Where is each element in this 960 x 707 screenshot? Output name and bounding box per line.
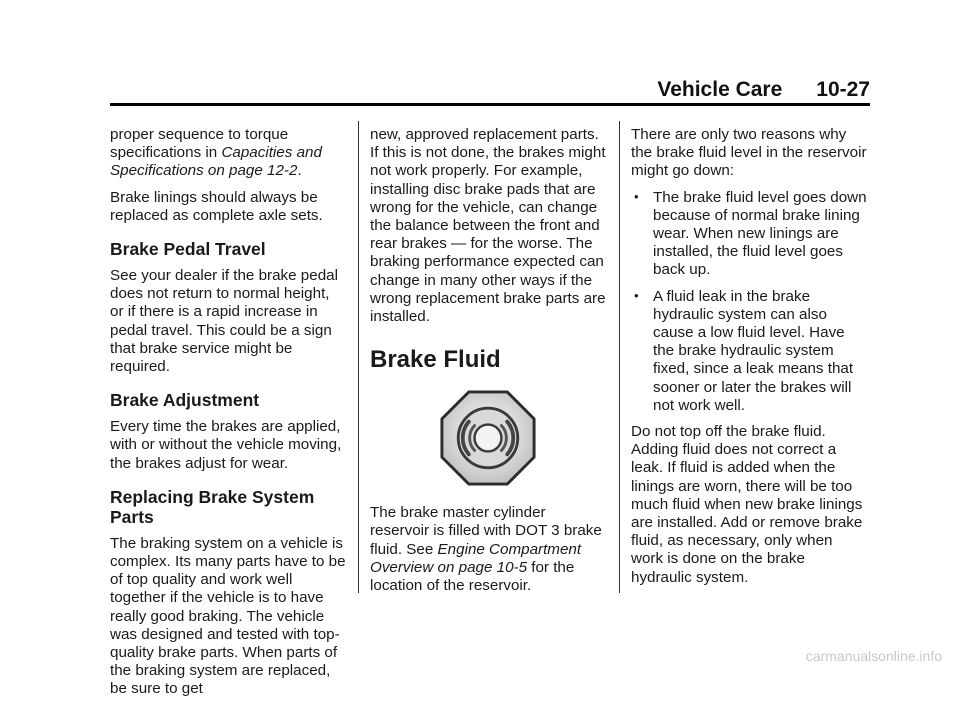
page-header (110, 78, 870, 102)
replacement-parts-paragraph: new, approved replacement parts. If this is not done, the brakes might not work properly. For example, installing disc brake pads that are wrong for the vehicle, can change the balance between the front and rear brakes — for the worse. The braking performance expected can change in many other ways if the wrong replacement brake parts are installed. (370, 126, 606, 326)
linings-paragraph: Brake linings should always be replaced as complete axle sets. (110, 188, 323, 224)
column-2 (370, 126, 606, 603)
torque-paragraph: proper sequence to torque specifications in Capacities and Specifications on page 12-2. (110, 126, 322, 180)
watermark: carmanualsonline.info (805, 648, 942, 664)
pedal-travel-paragraph: See your dealer if the brake pedal does not return to normal height, or if there is a rapid increase in pedal travel. This could be a sign that brake service might be required. (110, 267, 338, 376)
brake-fluid-reservoir-cap-icon (440, 390, 536, 486)
master-cylinder-paragraph: The brake master cylinder reservoir is filled with DOT 3 brake fluid. See Engine Compartment Overview on page 10-5 for the location of the reservoir. (370, 504, 602, 595)
reasons-list (631, 189, 867, 415)
bullet-icon: • (634, 188, 639, 204)
brake-pedal-travel-heading: Brake Pedal Travel (110, 239, 266, 260)
reasons-paragraph: There are only two reasons why the brake fluid level in the reservoir might go down: (631, 126, 867, 180)
page-number: 10-27 (816, 78, 870, 101)
top-off-paragraph: Do not top off the brake fluid. Adding fluid does not correct a leak. If fluid is added when the linings are worn, there will be too much fluid when new brake linings are installed. Add or remove brake fluid, as necessary, only when work is done on the brake hydraulic system. (631, 423, 863, 586)
replacing-parts-heading: Replacing Brake System Parts (110, 486, 315, 527)
column-divider-2 (619, 121, 620, 593)
capacities-reference-link[interactable]: Capacities and Specifications on page 12-2 (110, 144, 322, 180)
list-item: • A fluid leak in the brake hydraulic system can also cause a low fluid level. Have the brake hydraulic system fixed, since a leak means that sooner or later the brakes will not work well. (634, 287, 854, 414)
adjustment-paragraph: Every time the brakes are applied, with or without the vehicle moving, the brakes adjust for wear. (110, 418, 342, 472)
engine-compartment-reference-link[interactable]: Engine Compartment Overview on page 10-5 (370, 540, 582, 576)
column-divider-1 (358, 121, 359, 593)
column-3 (631, 126, 867, 595)
brake-adjustment-heading: Brake Adjustment (110, 390, 260, 411)
header-rule (110, 103, 870, 106)
replacing-parts-paragraph: The braking system on a vehicle is complex. Its many parts have to be of top quality and work well together if the vehicle is to have really good braking. The vehicle was designed and tested with top-quality brake parts. When parts of the braking system are replaced, be sure to get (110, 534, 346, 698)
column-1 (110, 126, 346, 707)
bullet-icon: • (634, 287, 639, 303)
list-item: • The brake fluid level goes down because of normal brake lining wear. When new linings are installed, the fluid level goes back up. (634, 188, 867, 279)
brake-fluid-heading: Brake Fluid (370, 346, 501, 374)
section-title: Vehicle Care (657, 78, 783, 101)
